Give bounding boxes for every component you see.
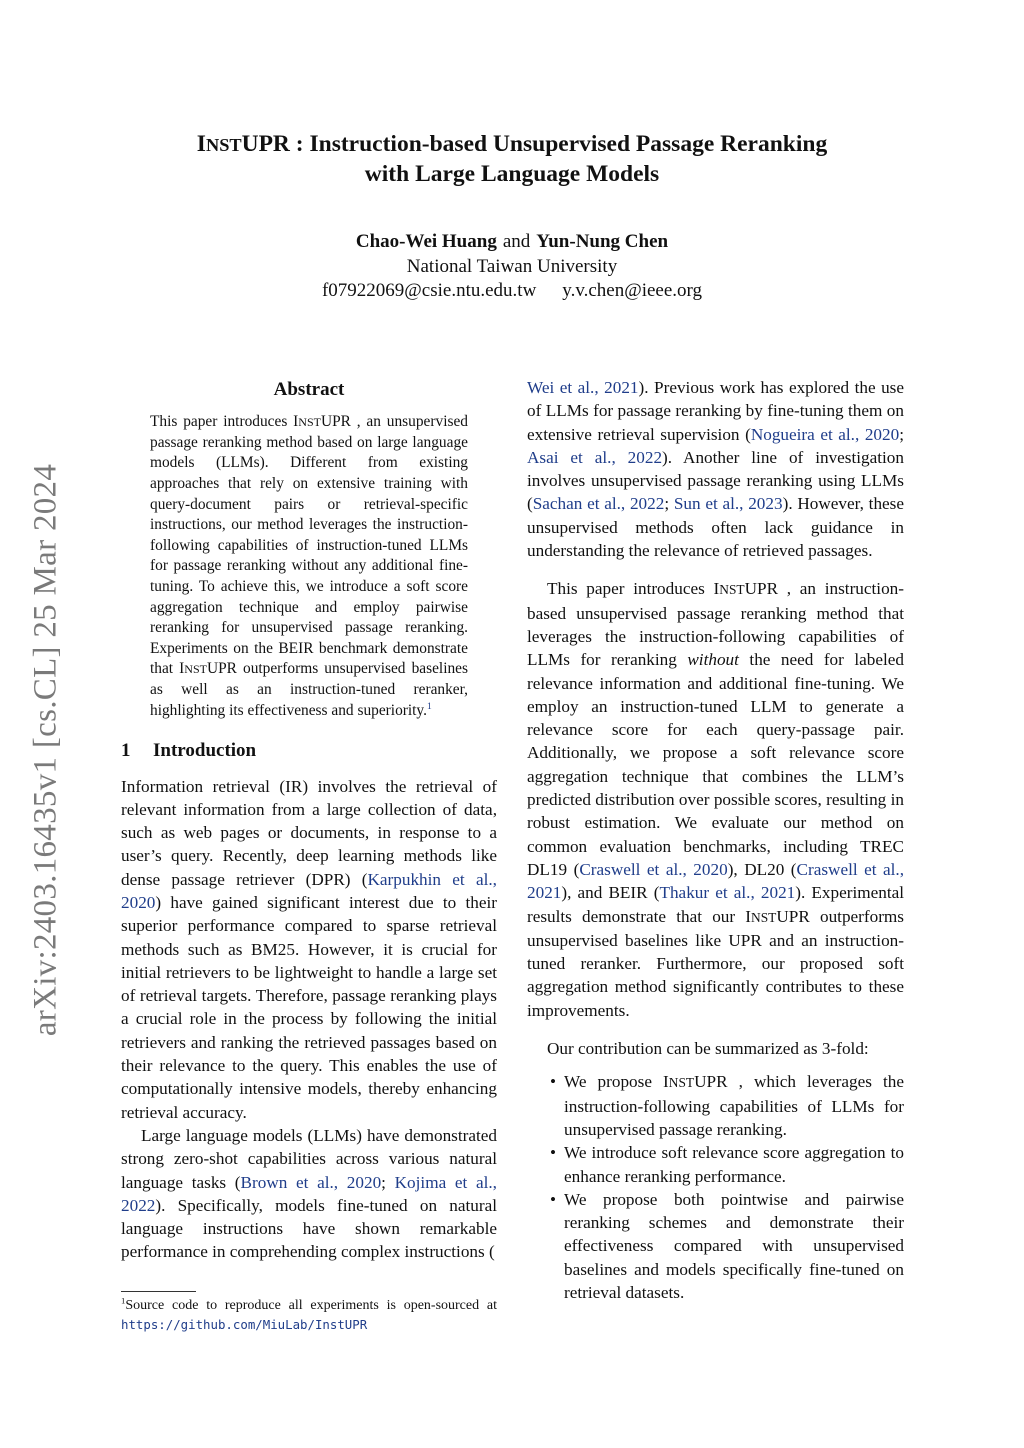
instupr-name: INSTUPR [713, 579, 779, 599]
title-instupr: INST [196, 131, 242, 157]
citation-link[interactable]: Thakur et al., 2021 [659, 883, 796, 903]
arxiv-identifier: arXiv:2403.16435v1 [cs.CL] 25 Mar 2024 [27, 463, 64, 1037]
author-email: y.v.chen@ieee.org [562, 280, 703, 301]
title-line-1: INSTUPR : Instruction-based Unsupervised Passage Reranking [196, 131, 828, 157]
citation-link[interactable]: Craswell et al., 2020 [579, 859, 728, 879]
list-item: • We introduce soft relevance score aggregation to enhance reranking performance. [550, 1143, 904, 1186]
right-column [527, 376, 904, 1304]
paper-title [112, 130, 912, 189]
intro-paragraph-3: This paper introduces INSTUPR , an instruction-based unsupervised passage reranking method that leverages the instruction-following capabilities of LLMs for reranking without the need for labeled relevance information and additional fine-tuning. We employ an instruction-tuned LLM to generate a relevance score for each query-passage pair. Additionally, we propose a soft relevance score aggregation technique that combines the LLM’s predicted distribution over possible scores, resulting in robust estimation. We evaluate our method on common evaluation benchmarks, including TREC DL19 (Craswell et al., 2020), DL20 (Craswell et al., 2021), and BEIR (Thakur et al., 2021). Experimental results demonstrate that our INSTUPR outperforms unsupervised baselines like UPR and an instruction-tuned reranker. Furthermore, our proposed soft aggregation method significantly contributes to these improvements. [527, 579, 905, 1020]
contribution-list [527, 1070, 904, 1304]
citation-link[interactable]: Craswell et al., 2021 [527, 859, 905, 903]
author-block [112, 230, 912, 304]
footnote-marker[interactable]: 1 [426, 700, 432, 712]
intro-paragraph-1: Information retrieval (IR) involves the retrieval of relevant information from a large collection of data, such as web pages or documents, in response to a user’s query. Recently, deep learning methods like dense passage retriever (DPR) (Karpukhin et al., 2020) have gained significant interest due to their superior performance compared to sparse retrieval methods such as BM25. However, it is crucial for initial retrievers to be lightweight to handle a large set of retrieval targets. Therefore, passage reranking plays a crucial role in the process by following the initial retrievers and ranking the retrieved passages based on their relevance to the query. This enables the use of computationally intensive models, thereby enhancing retrieval accuracy. [121, 776, 497, 1122]
author-name: Yun-Nung Chen [536, 231, 669, 252]
citation-link[interactable]: Nogueira et al., 2020 [750, 424, 900, 444]
citation-link[interactable]: Karpukhin et al., 2020 [121, 869, 497, 912]
citation-link[interactable]: Kojima et al., 2022 [121, 1172, 497, 1215]
left-column [121, 376, 497, 1264]
footnote-divider [121, 1291, 196, 1292]
list-item: • We propose INSTUPR , which leverages the instruction-following capabilities of LLMs for unsupervised passage reranking. [550, 1072, 904, 1139]
citation-link[interactable]: Sachan et al., 2022 [532, 494, 665, 514]
instupr-name: INSTUPR [293, 413, 351, 431]
instupr-name: INSTUPR [745, 906, 810, 926]
source-code-link[interactable]: https://github.com/MiuLab/InstUPR [121, 1316, 368, 1332]
citation-link[interactable]: Brown et al., 2020 [240, 1172, 382, 1192]
section-heading-introduction: 1 Introduction [121, 740, 257, 762]
intro-paragraph-2-continued: Wei et al., 2021). Previous work has explored the use of LLMs for passage reranking by fine-tuning them on extensive retrieval supervision (Nogueira et al., 2020; Asai et al., 2022). Another line of investigation involves unsupervised passage reranking using LLMs (Sachan et al., 2022; Sun et al., 2023). However, these unsupervised methods often lack guidance in understanding the relevance of retrieved passages. [527, 378, 904, 561]
instupr-name: INSTUPR [663, 1072, 728, 1092]
title-line-2: with Large Language Models [364, 161, 660, 187]
citation-link[interactable]: Wei et al., 2021 [527, 378, 639, 397]
abstract-heading: Abstract [273, 379, 345, 400]
footnote: $^1$Source code to reproduce all experiments is open-sourced at https://github.com/MiuLab/InstUPR [121, 1295, 497, 1332]
author-name: Chao-Wei Huang [355, 231, 497, 252]
list-item: • We propose both pointwise and pairwise reranking schemes and demonstrate their effectiveness compared with unsupervised baselines and models specifically fine-tuned on retrieval datasets. [550, 1189, 904, 1302]
abstract-body: This paper introduces INSTUPR , an unsupervised passage reranking method based on large language models (LLMs). Different from existing approaches that rely on extensive training with query-document pairs or retrieval-specific instructions, our method leverages the instruction-following capabilities of instruction-tuned LLMs for passage reranking without any additional fine-tuning. To achieve this, we introduce a soft score aggregation technique and employ pairwise reranking for unsupervised passage reranking. Experiments on the BEIR benchmark demonstrate that INSTUPR outperforms unsupervised baselines as well as an instruction-tuned reranker, highlighting its effectiveness and superiority.$^1$ [150, 413, 468, 719]
citation-link[interactable]: Sun et al., 2023 [673, 494, 783, 514]
citation-link[interactable]: Asai et al., 2022 [527, 447, 663, 467]
author-email: f07922069@csie.ntu.edu.tw [321, 280, 537, 301]
intro-paragraph-4: Our contribution can be summarized as 3-fold: [547, 1039, 869, 1059]
intro-paragraph-2: Large language models (LLMs) have demonstrated strong zero-shot capabilities across various natural language tasks (Brown et al., 2020; Kojima et al., 2022). Specifically, models fine-tuned on natural language instructions have shown remarkable performance in comprehending complex instructions ( [121, 1125, 497, 1262]
instupr-name: INSTUPR [179, 660, 237, 678]
author-conjunction: and [502, 231, 531, 252]
affiliation: National Taiwan University [406, 255, 618, 277]
